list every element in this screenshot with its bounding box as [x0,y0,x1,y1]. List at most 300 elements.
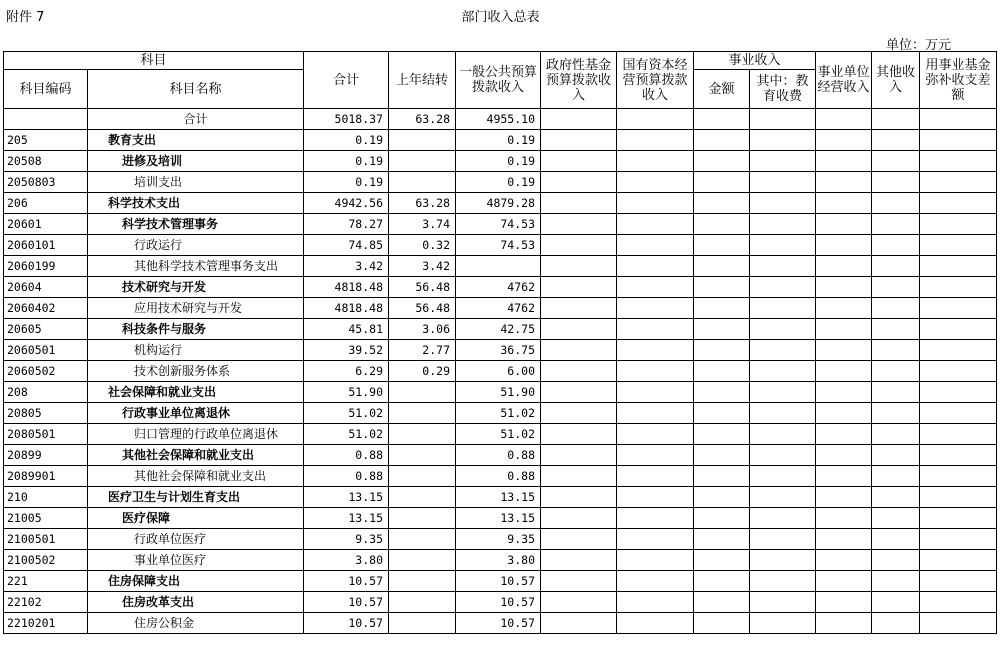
table-row [4,445,997,466]
row-general-budget: 4762 [456,298,541,319]
general-budget-header: 一般公共预算拨款收入 [456,52,541,109]
table-row [4,550,997,571]
empty-cell [872,466,920,487]
table-row [4,256,997,277]
table-row [4,235,997,256]
row-name: 科技条件与服务 [88,319,304,340]
empty-cell [541,508,617,529]
row-code: 2089901 [4,466,88,487]
row-code: 22102 [4,592,88,613]
empty-cell [694,445,750,466]
empty-cell [541,193,617,214]
empty-cell [617,382,694,403]
row-code: 2100501 [4,529,88,550]
empty-cell [541,571,617,592]
table-row [4,214,997,235]
empty-cell [872,151,920,172]
empty-cell [750,214,816,235]
empty-cell [694,382,750,403]
total-row-name: 合计 [88,109,304,130]
empty-cell [541,424,617,445]
empty-cell [816,193,872,214]
row-code: 2060402 [4,298,88,319]
row-carryover [389,550,456,571]
empty-cell [816,277,872,298]
empty-cell [541,277,617,298]
row-carryover [389,130,456,151]
row-name: 医疗卫生与计划生育支出 [88,487,304,508]
row-general-budget: 74.53 [456,214,541,235]
empty-cell [872,277,920,298]
empty-cell [617,403,694,424]
row-name: 其他社会保障和就业支出 [88,466,304,487]
empty-cell [816,550,872,571]
table-row [4,151,997,172]
empty-cell [750,529,816,550]
empty-cell [617,529,694,550]
empty-cell [816,403,872,424]
row-code: 205 [4,130,88,151]
row-name: 技术创新服务体系 [88,361,304,382]
row-carryover: 2.77 [389,340,456,361]
empty-cell [920,298,997,319]
empty-cell [872,361,920,382]
row-general-budget: 51.02 [456,424,541,445]
row-name: 机构运行 [88,340,304,361]
row-carryover: 0.29 [389,361,456,382]
empty-cell [920,172,997,193]
row-code: 2060501 [4,340,88,361]
empty-cell [541,487,617,508]
row-name: 行政运行 [88,235,304,256]
table-row [4,340,997,361]
row-code: 20805 [4,403,88,424]
empty-cell [920,424,997,445]
empty-cell [816,256,872,277]
table-row [4,403,997,424]
row-total: 10.57 [304,613,389,634]
row-carryover: 3.06 [389,319,456,340]
empty-cell [920,340,997,361]
empty-cell [750,193,816,214]
empty-cell [617,592,694,613]
row-general-budget: 6.00 [456,361,541,382]
row-carryover [389,571,456,592]
empty-cell [617,235,694,256]
empty-cell [617,319,694,340]
empty-cell [541,256,617,277]
row-code: 2060502 [4,361,88,382]
empty-cell [872,529,920,550]
empty-cell [541,298,617,319]
row-carryover: 3.42 [389,256,456,277]
empty-cell [750,508,816,529]
row-code: 20899 [4,445,88,466]
empty-cell [617,508,694,529]
empty-cell [750,550,816,571]
row-total: 3.42 [304,256,389,277]
total-row-general: 4955.10 [456,109,541,130]
empty-cell [816,172,872,193]
row-name: 住房公积金 [88,613,304,634]
empty-cell [750,235,816,256]
empty-cell [750,298,816,319]
row-code: 21005 [4,508,88,529]
income-summary-table [3,51,997,634]
total-row-code [4,109,88,130]
table-row [4,487,997,508]
row-general-budget [456,256,541,277]
page-title: 部门收入总表 [461,10,540,25]
fund-balance-header: 用事业基金弥补收支差额 [920,52,997,109]
empty-cell [617,613,694,634]
empty-cell [816,298,872,319]
empty-cell [694,151,750,172]
empty-cell [694,592,750,613]
row-total: 10.57 [304,592,389,613]
row-name: 行政事业单位离退休 [88,403,304,424]
row-carryover: 3.74 [389,214,456,235]
carryover-header: 上年结转 [389,52,456,109]
empty-cell [750,256,816,277]
name-header: 科目名称 [88,70,304,109]
empty-cell [816,571,872,592]
row-carryover [389,403,456,424]
empty-cell [920,466,997,487]
empty-cell [750,445,816,466]
row-total: 0.19 [304,151,389,172]
empty-cell [694,214,750,235]
empty-cell [872,340,920,361]
table-row [4,592,997,613]
row-general-budget: 0.19 [456,172,541,193]
empty-cell [541,592,617,613]
other-income-header: 其他收入 [872,52,920,109]
business-edu-header: 其中：教育收费 [750,70,816,109]
empty-cell [617,340,694,361]
row-total: 51.02 [304,403,389,424]
empty-cell [694,508,750,529]
row-name: 教育支出 [88,130,304,151]
row-carryover [389,613,456,634]
row-carryover [389,172,456,193]
empty-cell [617,571,694,592]
total-row [4,109,997,130]
row-carryover [389,487,456,508]
row-name: 科学技术支出 [88,193,304,214]
row-general-budget: 10.57 [456,592,541,613]
row-general-budget: 9.35 [456,529,541,550]
empty-cell [750,592,816,613]
empty-cell [872,508,920,529]
empty-cell [920,319,997,340]
empty-cell [872,235,920,256]
empty-cell [750,571,816,592]
row-carryover [389,508,456,529]
empty-cell [617,256,694,277]
empty-cell [694,613,750,634]
empty-cell [920,613,997,634]
gov-fund-header: 政府性基金预算拨款收入 [541,52,617,109]
row-general-budget: 13.15 [456,508,541,529]
empty-cell [541,550,617,571]
empty-cell [541,529,617,550]
empty-cell [617,466,694,487]
empty-cell [920,256,997,277]
empty-cell [920,130,997,151]
empty-cell [816,214,872,235]
table-row [4,613,997,634]
empty-cell [541,130,617,151]
empty-cell [750,613,816,634]
empty-cell [750,172,816,193]
row-general-budget: 0.19 [456,130,541,151]
empty-cell [541,403,617,424]
empty-cell [920,193,997,214]
row-code: 2060199 [4,256,88,277]
empty-cell [750,466,816,487]
table-row [4,172,997,193]
table-row [4,298,997,319]
row-code: 20601 [4,214,88,235]
empty-cell [694,235,750,256]
empty-cell [694,403,750,424]
empty-cell [694,571,750,592]
empty-cell [920,487,997,508]
empty-cell [694,193,750,214]
row-total: 9.35 [304,529,389,550]
empty-cell [816,424,872,445]
empty-cell [750,319,816,340]
empty-cell [920,214,997,235]
row-general-budget: 0.88 [456,466,541,487]
empty-cell [816,151,872,172]
table-row [4,466,997,487]
empty-cell [920,403,997,424]
table-row [4,424,997,445]
row-general-budget: 74.53 [456,235,541,256]
row-general-budget: 36.75 [456,340,541,361]
row-total: 0.88 [304,445,389,466]
empty-cell [617,277,694,298]
row-general-budget: 10.57 [456,613,541,634]
empty-cell [617,214,694,235]
empty-cell [816,613,872,634]
row-total: 45.81 [304,319,389,340]
row-general-budget: 4879.28 [456,193,541,214]
table-row [4,193,997,214]
row-code: 2080501 [4,424,88,445]
row-code: 221 [4,571,88,592]
empty-cell [541,445,617,466]
row-total: 4818.48 [304,298,389,319]
business-income-group-header: 事业收入 [694,52,816,70]
row-code: 2060101 [4,235,88,256]
empty-cell [872,172,920,193]
empty-cell [617,298,694,319]
empty-cell [920,361,997,382]
empty-cell [872,319,920,340]
row-name: 培训支出 [88,172,304,193]
empty-cell [694,466,750,487]
state-capital-header: 国有资本经营预算拨款收入 [617,52,694,109]
table-row [4,361,997,382]
row-total: 3.80 [304,550,389,571]
empty-cell [750,361,816,382]
row-carryover: 56.48 [389,298,456,319]
empty-cell [920,550,997,571]
row-code: 2210201 [4,613,88,634]
row-total: 6.29 [304,361,389,382]
empty-cell [541,319,617,340]
empty-cell [872,298,920,319]
empty-cell [750,403,816,424]
empty-cell [617,361,694,382]
empty-cell [816,130,872,151]
table-row [4,571,997,592]
row-code: 2050803 [4,172,88,193]
empty-cell [617,172,694,193]
row-general-budget: 10.57 [456,571,541,592]
row-total: 10.57 [304,571,389,592]
row-name: 应用技术研究与开发 [88,298,304,319]
empty-cell [750,487,816,508]
empty-cell [541,235,617,256]
empty-cell [872,424,920,445]
row-code: 20604 [4,277,88,298]
empty-cell [872,214,920,235]
row-total: 51.02 [304,424,389,445]
empty-cell [750,151,816,172]
empty-cell [617,487,694,508]
row-name: 技术研究与开发 [88,277,304,298]
empty-cell [541,172,617,193]
empty-cell [617,424,694,445]
row-code: 210 [4,487,88,508]
row-name: 社会保障和就业支出 [88,382,304,403]
row-carryover: 63.28 [389,193,456,214]
row-total: 51.90 [304,382,389,403]
row-total: 13.15 [304,487,389,508]
row-carryover: 0.32 [389,235,456,256]
total-header: 合计 [304,52,389,109]
empty-cell [920,592,997,613]
empty-cell [694,319,750,340]
row-name: 事业单位医疗 [88,550,304,571]
empty-cell [872,382,920,403]
empty-cell [872,571,920,592]
empty-cell [816,487,872,508]
empty-cell [541,466,617,487]
empty-cell [617,151,694,172]
empty-cell [920,277,997,298]
empty-cell [694,487,750,508]
table-row [4,529,997,550]
empty-cell [872,193,920,214]
empty-cell [920,571,997,592]
empty-cell [541,214,617,235]
row-code: 208 [4,382,88,403]
empty-cell [694,424,750,445]
row-code: 20605 [4,319,88,340]
empty-cell [872,550,920,571]
empty-cell [694,340,750,361]
row-total: 4818.48 [304,277,389,298]
empty-cell [541,382,617,403]
row-name: 科学技术管理事务 [88,214,304,235]
empty-cell [920,235,997,256]
empty-cell [617,445,694,466]
row-total: 0.88 [304,466,389,487]
empty-cell [872,445,920,466]
unit-label: 单位：万元 [885,38,951,53]
empty-cell [541,151,617,172]
row-carryover [389,445,456,466]
empty-cell [872,256,920,277]
row-name: 医疗保障 [88,508,304,529]
empty-cell [920,382,997,403]
table-row [4,277,997,298]
empty-cell [816,382,872,403]
row-name: 行政单位医疗 [88,529,304,550]
empty-cell [541,340,617,361]
row-carryover: 56.48 [389,277,456,298]
empty-cell [816,592,872,613]
table-row [4,130,997,151]
empty-cell [872,403,920,424]
total-row-total: 5018.37 [304,109,389,130]
unit-operation-header: 事业单位经营收入 [816,52,872,109]
empty-cell [872,613,920,634]
empty-cell [872,487,920,508]
empty-cell [816,340,872,361]
row-carryover [389,424,456,445]
row-general-budget: 0.19 [456,151,541,172]
row-general-budget: 42.75 [456,319,541,340]
empty-cell [617,130,694,151]
row-carryover [389,151,456,172]
subject-group-header: 科目 [4,52,304,70]
empty-cell [694,172,750,193]
empty-cell [750,277,816,298]
row-code: 2100502 [4,550,88,571]
empty-cell [872,130,920,151]
empty-cell [816,508,872,529]
empty-cell [816,235,872,256]
row-general-budget: 51.02 [456,403,541,424]
empty-cell [816,445,872,466]
row-general-budget: 4762 [456,277,541,298]
empty-cell [694,130,750,151]
row-general-budget: 3.80 [456,550,541,571]
row-carryover [389,529,456,550]
code-header: 科目编码 [4,70,88,109]
empty-cell [816,529,872,550]
empty-cell [694,298,750,319]
row-name: 归口管理的行政单位离退休 [88,424,304,445]
row-name: 其他社会保障和就业支出 [88,445,304,466]
empty-cell [541,613,617,634]
row-total: 78.27 [304,214,389,235]
empty-cell [617,193,694,214]
empty-cell [750,340,816,361]
row-total: 0.19 [304,172,389,193]
empty-cell [920,151,997,172]
business-amount-header: 金额 [694,70,750,109]
empty-cell [750,382,816,403]
empty-cell [750,130,816,151]
row-name: 住房改革支出 [88,592,304,613]
